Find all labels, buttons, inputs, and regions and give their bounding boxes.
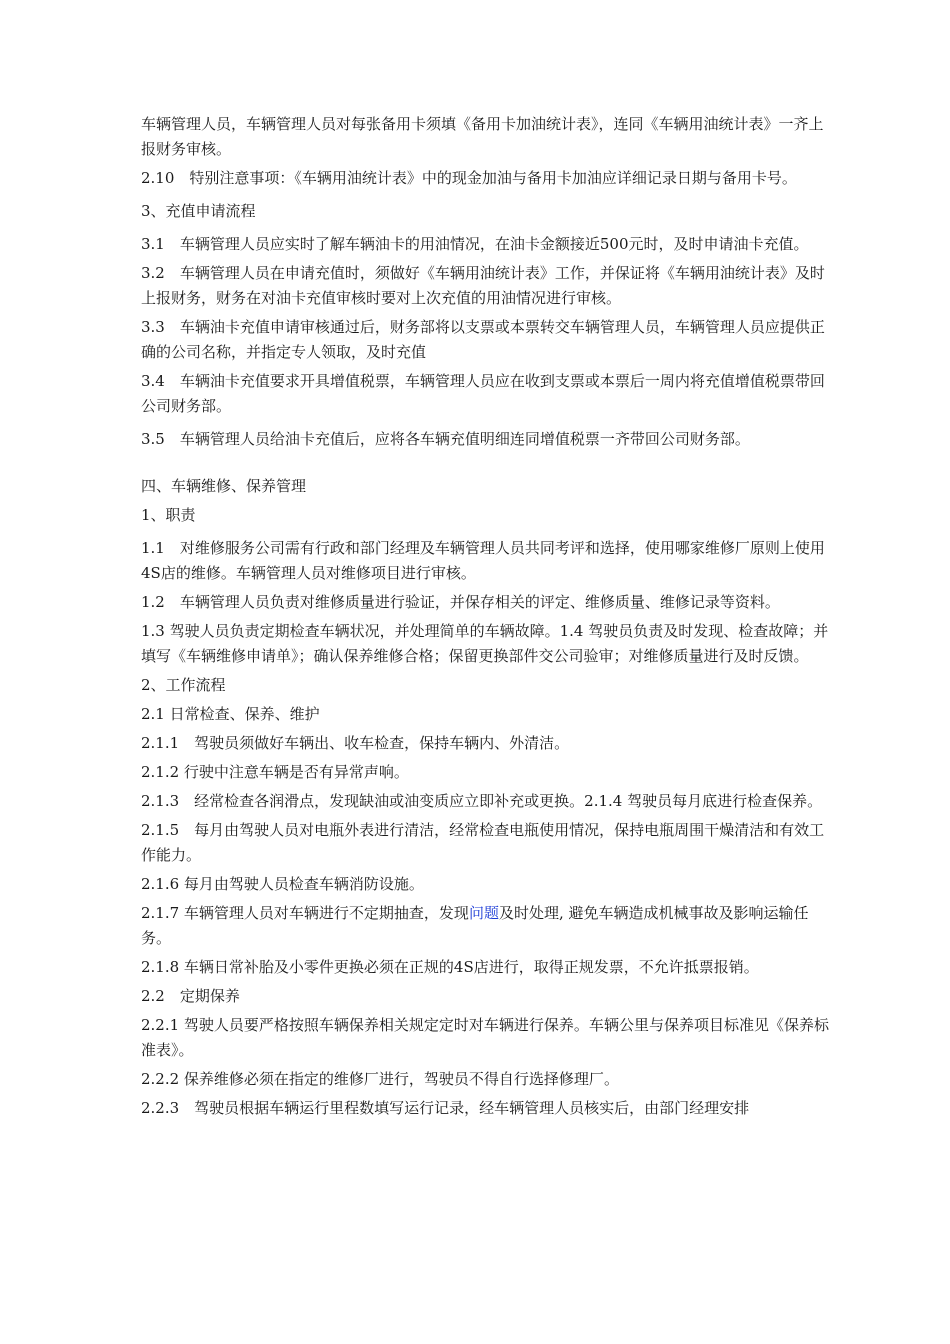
heading-workflow: 2、工作流程 <box>141 676 226 694</box>
paragraph-2-1-7 <box>141 901 831 951</box>
paragraph-2-1-3: 2.1.3 经常检查各润滑点，发现缺油或油变质应立即补充或更换。2.1.4 驾驶员每月底进行检查保养。 <box>141 792 823 810</box>
heading-2-1: 2.1 日常检查、保养、维护 <box>141 705 320 723</box>
paragraph-2-1-5: 2.1.5 每月由驾驶人员对电瓶外表进行清洁，经常检查电瓶使用情况，保持电瓶周围干燥清洁和有效工作能力。 <box>141 821 825 864</box>
paragraph-2-1-8: 2.1.8 车辆日常补胎及小零件更换必须在正规的4S店进行，取得正规发票，不允许抵票报销。 <box>141 958 759 976</box>
paragraph-2-1-6: 2.1.6 每月由驾驶人员检查车辆消防设施。 <box>141 875 424 893</box>
paragraph-3-2: 3.2 车辆管理人员在申请充值时，须做好《车辆用油统计表》工作，并保证将《车辆用油统计表》及时上报财务，财务在对油卡充值审核时要对上次充值的用油情况进行审核。 <box>141 264 825 307</box>
paragraph-2-1-2: 2.1.2 行驶中注意车辆是否有异常声响。 <box>141 763 409 781</box>
heading-section-4: 四、车辆维修、保养管理 <box>141 477 307 495</box>
paragraph-2-1-1: 2.1.1 驾驶员须做好车辆出、收车检查，保持车辆内、外清洁。 <box>141 734 570 752</box>
paragraph-2-2-3: 2.2.3 驾驶员根据车辆运行里程数填写运行记录，经车辆管理人员核实后，由部门经理安排 <box>141 1099 750 1117</box>
paragraph-3-1: 3.1 车辆管理人员应实时了解车辆油卡的用油情况，在油卡金额接近500元时，及时申请油卡充值。 <box>141 235 809 253</box>
paragraph-1-1: 1.1 对维修服务公司需有行政和部门经理及车辆管理人员共同考评和选择，使用哪家维修厂原则上使用4S店的维修。车辆管理人员对维修项目进行审核。 <box>141 539 825 582</box>
paragraph-backup-card-report: 车辆管理人员，车辆管理人员对每张备用卡须填《备用卡加油统计表》，连同《车辆用油统计表》一齐上报财务审核。 <box>141 115 824 158</box>
paragraph-2-2-1: 2.2.1 驾驶人员要严格按照车辆保养相关规定定时对车辆进行保养。车辆公里与保养项目标准见《保养标准表》。 <box>141 1016 829 1059</box>
paragraph-2-10: 2.10 特别注意事项：《车辆用油统计表》中的现金加油与备用卡加油应详细记录日期与备用卡号。 <box>141 169 797 187</box>
paragraph-1-3: 1.3 驾驶人员负责定期检查车辆状况，并处理简单的车辆故障。1.4 驾驶员负责及时发现、检查故障；并填写《车辆维修申请单》；确认保养维修合格；保留更换部件交公司验审；对维修质量进行及时反馈。 <box>141 622 829 665</box>
paragraph-2-2-2: 2.2.2 保养维修必须在指定的维修厂进行，驾驶员不得自行选择修理厂。 <box>141 1070 619 1088</box>
paragraph-3-4: 3.4 车辆油卡充值要求开具增值税票，车辆管理人员应在收到支票或本票后一周内将充值增值税票带回公司财务部。 <box>141 372 825 415</box>
problem-link[interactable]: 问题 <box>468 904 499 922</box>
heading-responsibilities: 1、职责 <box>141 506 196 524</box>
heading-recharge-process: 3、充值申请流程 <box>141 202 256 220</box>
paragraph-3-5: 3.5 车辆管理人员给油卡充值后，应将各车辆充值明细连同增值税票一齐带回公司财务部。 <box>141 430 750 448</box>
paragraph-2-1-7-end: 及时处理, 避免车辆造成机械事故及影响运输任务。 <box>141 904 809 947</box>
document-body <box>141 112 831 1121</box>
paragraph-3-3: 3.3 车辆油卡充值申请审核通过后，财务部将以支票或本票转交车辆管理人员，车辆管理人员应提供正确的公司名称，并指定专人领取，及时充值 <box>141 318 825 361</box>
heading-2-2: 2.2 定期保养 <box>141 987 240 1005</box>
paragraph-2-1-7-start: 2.1.7 车辆管理人员对车辆进行不定期抽查，发现 <box>141 904 469 922</box>
paragraph-1-2: 1.2 车辆管理人员负责对维修质量进行验证，并保存相关的评定、维修质量、维修记录等资料。 <box>141 593 780 611</box>
